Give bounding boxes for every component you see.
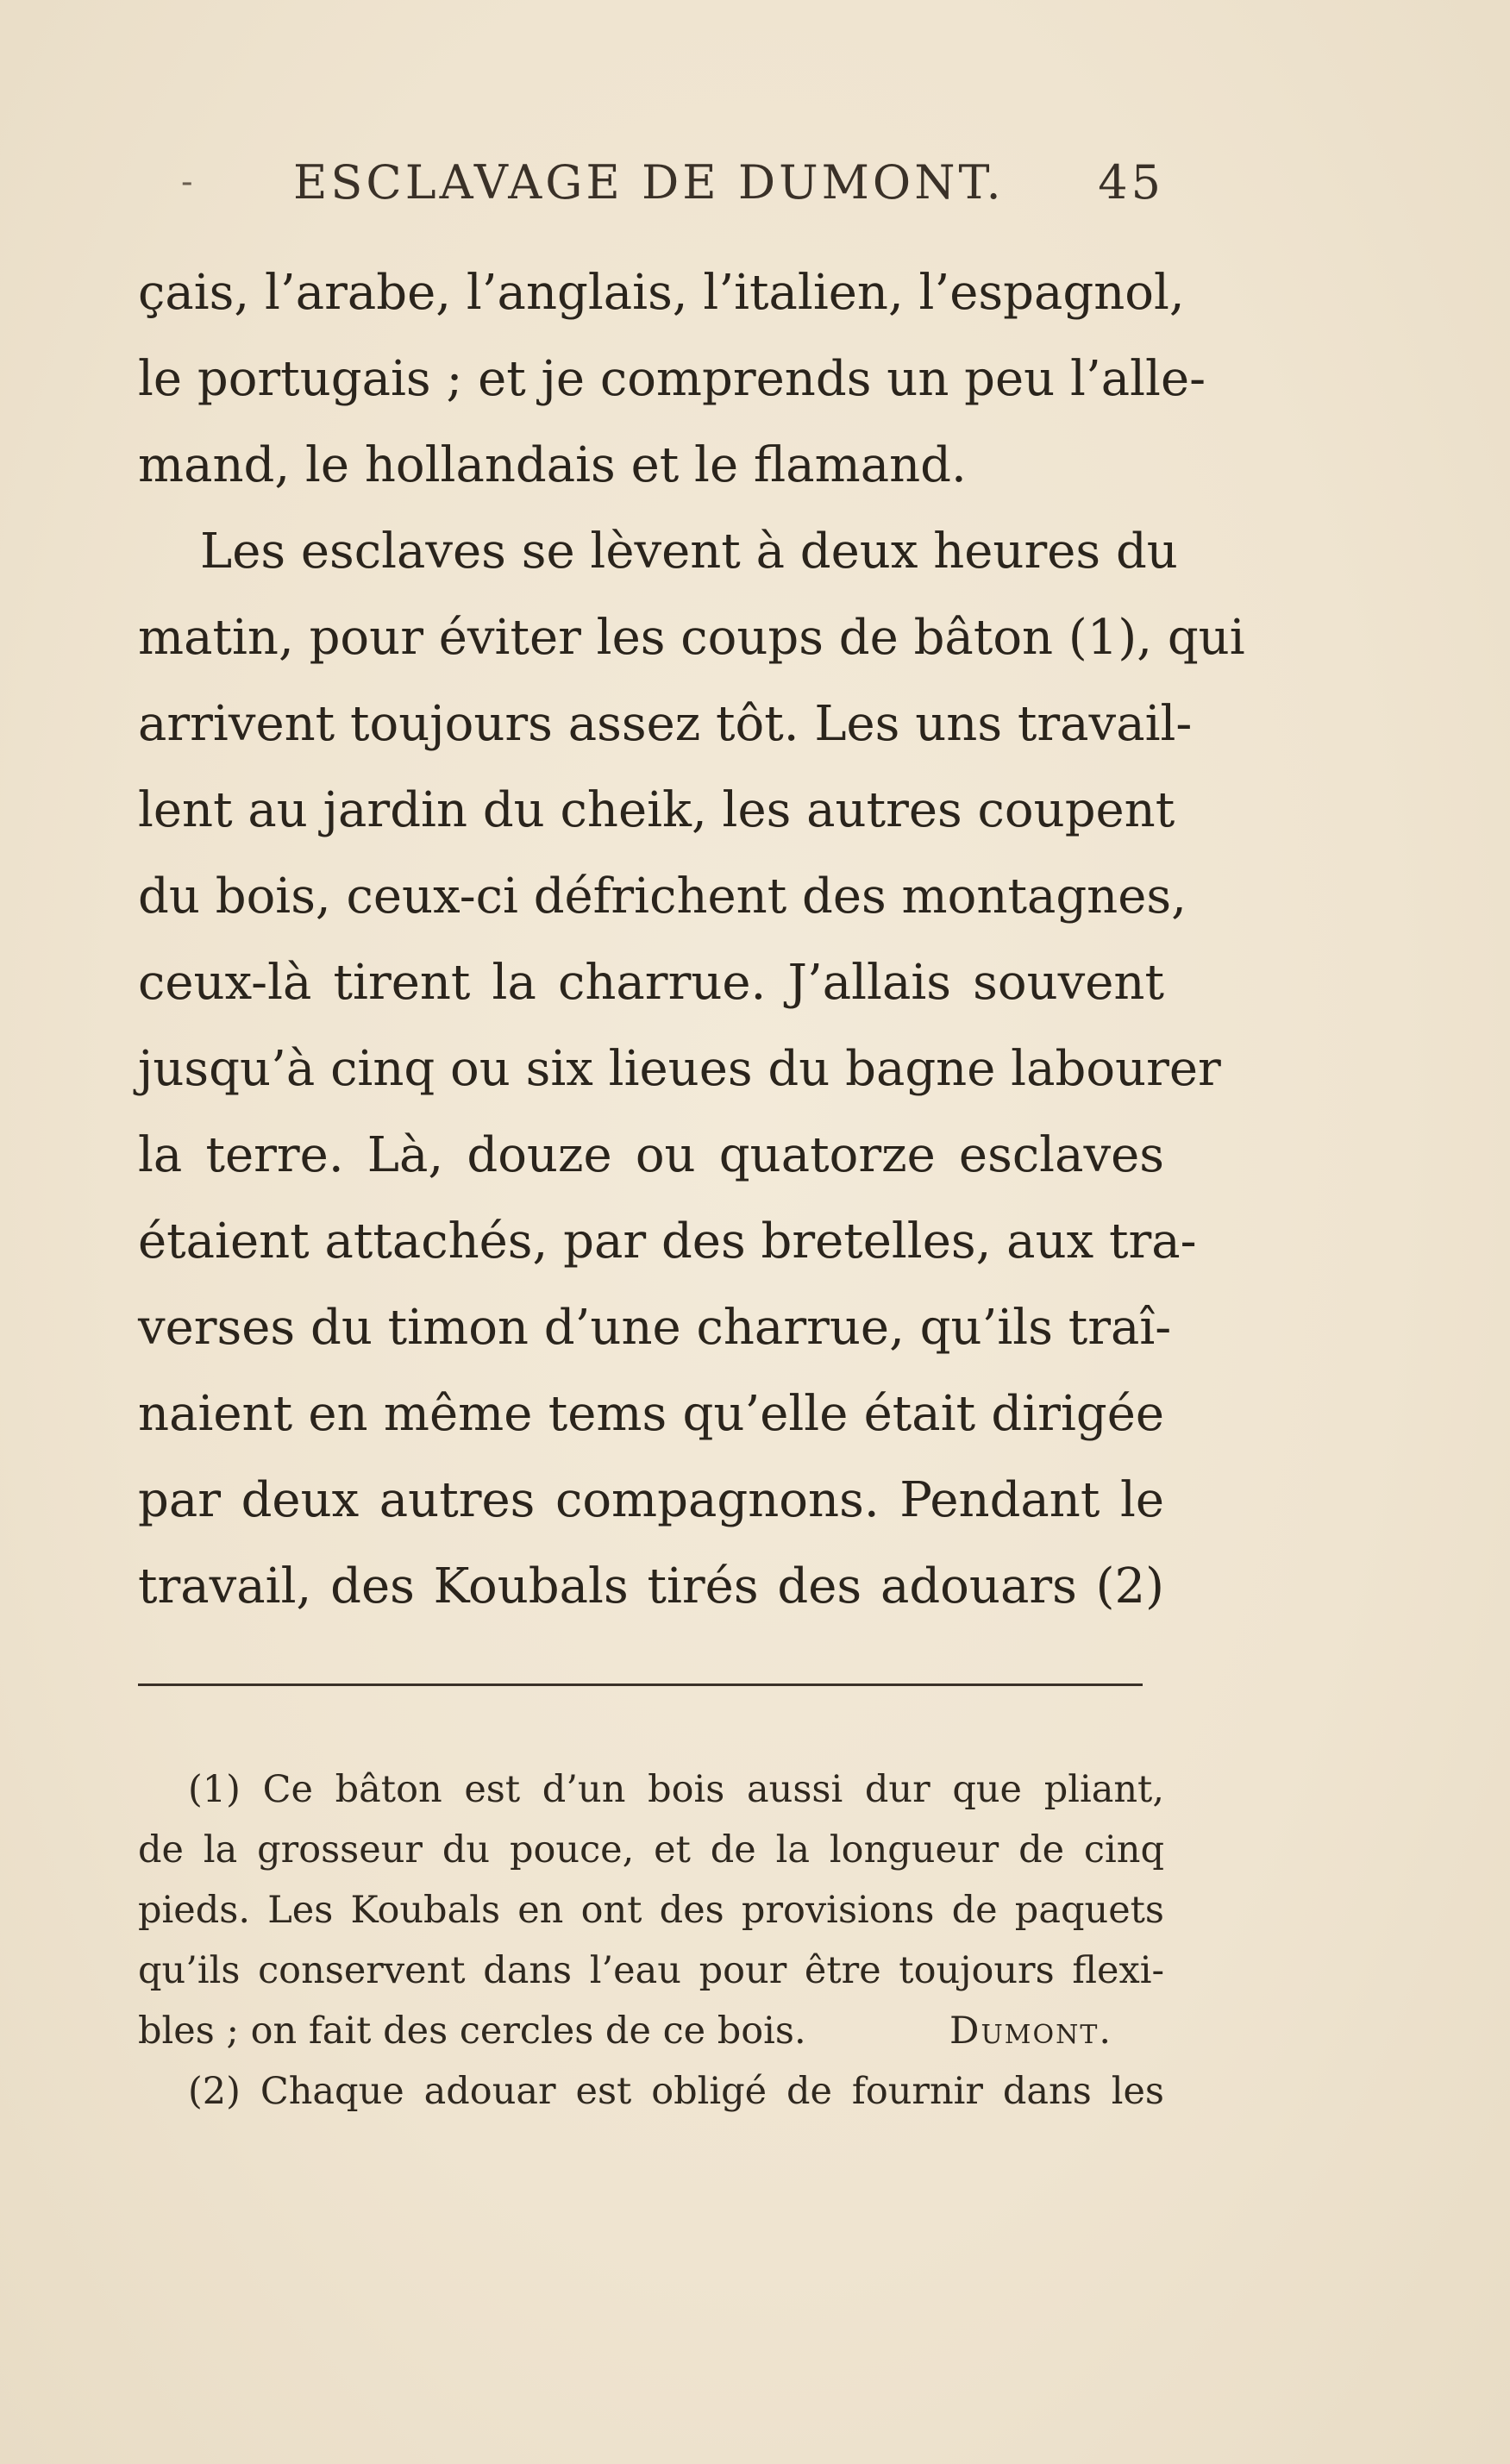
text-line: le portugais ; et je comprends un peu l’alle- <box>138 351 1206 407</box>
header-dash: - <box>181 162 197 202</box>
footnote-signature: Dumont. <box>949 2009 1112 2053</box>
text-line: mand, le hollandais et le flamand. <box>138 437 967 493</box>
text-line: arrivent toujours assez tôt. Les uns travail- <box>138 696 1193 752</box>
text-line: verses du timon d’une charrue, qu’ils traî- <box>138 1300 1172 1356</box>
text-line: travail, des Koubals tirés des adouars (2) <box>138 1558 1164 1614</box>
text-line: jusqu’à cinq ou six lieues du bagne labourer <box>138 1041 1221 1097</box>
text-line: çais, l’arabe, l’anglais, l’italien, l’espagnol, <box>138 265 1185 321</box>
footnotes <box>138 1759 1164 2122</box>
page-number: 45 <box>1098 155 1164 210</box>
footnote-line-with-signature <box>138 2001 1164 2061</box>
footnote-line: qu’ils conservent dans l’eau pour être toujours flexi- <box>138 1949 1164 1992</box>
footnote-line: pieds. Les Koubals en ont des provisions de paquets <box>138 1889 1164 1932</box>
footnote-line: bles ; on fait des cercles de ce bois. <box>138 2009 806 2053</box>
footnote-line: de la grosseur du pouce, et de la longueur de cinq <box>138 1828 1164 1872</box>
text-line: lent au jardin du cheik, les autres coupent <box>138 782 1175 838</box>
text-line: Les esclaves se lèvent à deux heures du <box>200 524 1178 580</box>
footnote-line: (2) Chaque adouar est obligé de fournir dans les <box>188 2070 1164 2113</box>
text-line: du bois, ceux-ci défrichent des montagnes, <box>138 868 1187 925</box>
running-header <box>138 155 1164 216</box>
text-line: étaient attachés, par des bretelles, aux tra- <box>138 1213 1197 1270</box>
text-line: par deux autres compagnons. Pendant le <box>138 1472 1164 1528</box>
text-line: la terre. Là, douze ou quatorze esclaves <box>138 1127 1164 1183</box>
text-line: naient en même tems qu’elle était dirigée <box>138 1386 1164 1442</box>
footnote-rule <box>138 1683 1143 1686</box>
text-line: matin, pour éviter les coups de bâton (1), qui <box>138 610 1245 666</box>
footnote-line: (1) Ce bâton est d’un bois aussi dur que pliant, <box>188 1768 1164 1811</box>
text-line: ceux-là tirent la charrue. J’allais souvent <box>138 955 1164 1011</box>
running-title: ESCLAVAGE DE DUMONT. <box>293 155 1005 210</box>
body-text <box>138 250 1245 1630</box>
